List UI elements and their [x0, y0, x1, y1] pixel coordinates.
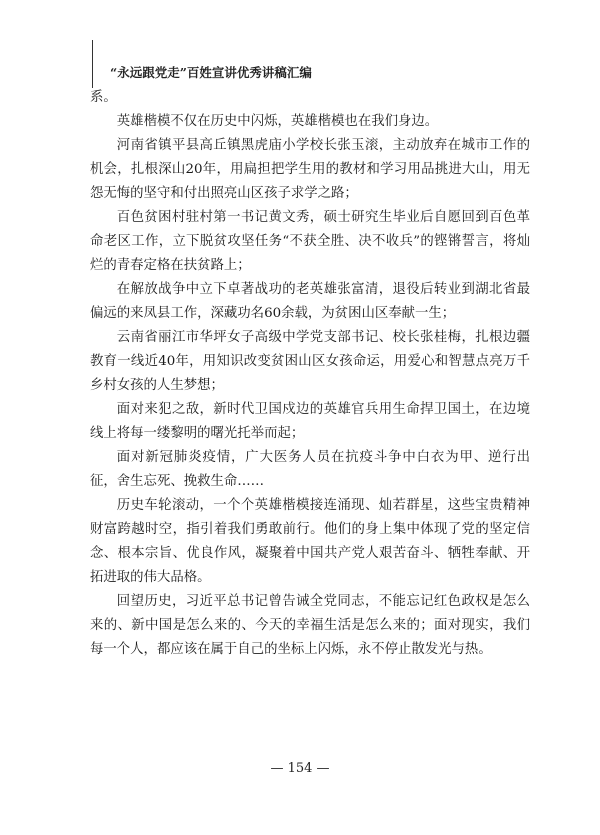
paragraph-continuation: 系。 — [90, 90, 117, 105]
header-rule — [92, 40, 93, 88]
body-text — [90, 86, 530, 662]
paragraph: 在解放战争中立下卓著战功的老英雄张富清，退役后转业到湖北省最偏远的来凤县工作，深藏功名60余载，为贫困山区奉献一生； — [90, 282, 530, 321]
running-header: “永远跟党走”百姓宣讲优秀讲稿汇编 — [110, 65, 312, 80]
paragraph: 回望历史，习近平总书记曾告诫全党同志，不能忘记红色政权是怎么来的、新中国是怎么来的、今天的幸福生活是怎么来的；面对现实，我们每一个人，都应该在属于自己的坐标上闪烁，永不停止散发光与热。 — [90, 594, 530, 657]
paragraph: 百色贫困村驻村第一书记黄文秀，硕士研究生毕业后自愿回到百色革命老区工作，立下脱贫攻坚任务“不获全胜、决不收兵”的铿锵誓言，将灿烂的青春定格在扶贫路上； — [90, 210, 530, 273]
paragraph: 河南省镇平县高丘镇黑虎庙小学校长张玉滚，主动放弃在城市工作的机会，扎根深山20年，用扁担把学生用的教材和学习用品挑进大山，用无怨无悔的坚守和付出照亮山区孩子求学之路； — [90, 138, 530, 201]
paragraph: 历史车轮滚动，一个个英雄楷模接连涌现、灿若群星，这些宝贵精神财富跨越时空，指引着我们勇敢前行。他们的身上集中体现了党的坚定信念、根本宗旨、优良作风，凝聚着中国共产党人艰苦奋斗、牺牲奉献、开拓进取的伟大品格。 — [90, 498, 530, 585]
page-number: — 154 — — [270, 761, 330, 776]
paragraph: 英雄楷模不仅在历史中闪烁，英雄楷模也在我们身边。 — [116, 114, 439, 129]
paragraph: 面对新冠肺炎疫情，广大医务人员在抗疫斗争中白衣为甲、逆行出征，舍生忘死、挽救生命…… — [90, 450, 530, 489]
paragraph: 面对来犯之敌，新时代卫国戍边的英雄官兵用生命捍卫国土，在边境线上将每一缕黎明的曙光托举而起； — [90, 402, 530, 441]
paragraph: 云南省丽江市华坪女子高级中学党支部书记、校长张桂梅，扎根边疆教育一线近40年，用知识改变贫困山区女孩命运，用爱心和智慧点亮万千乡村女孩的人生梦想； — [90, 330, 530, 393]
